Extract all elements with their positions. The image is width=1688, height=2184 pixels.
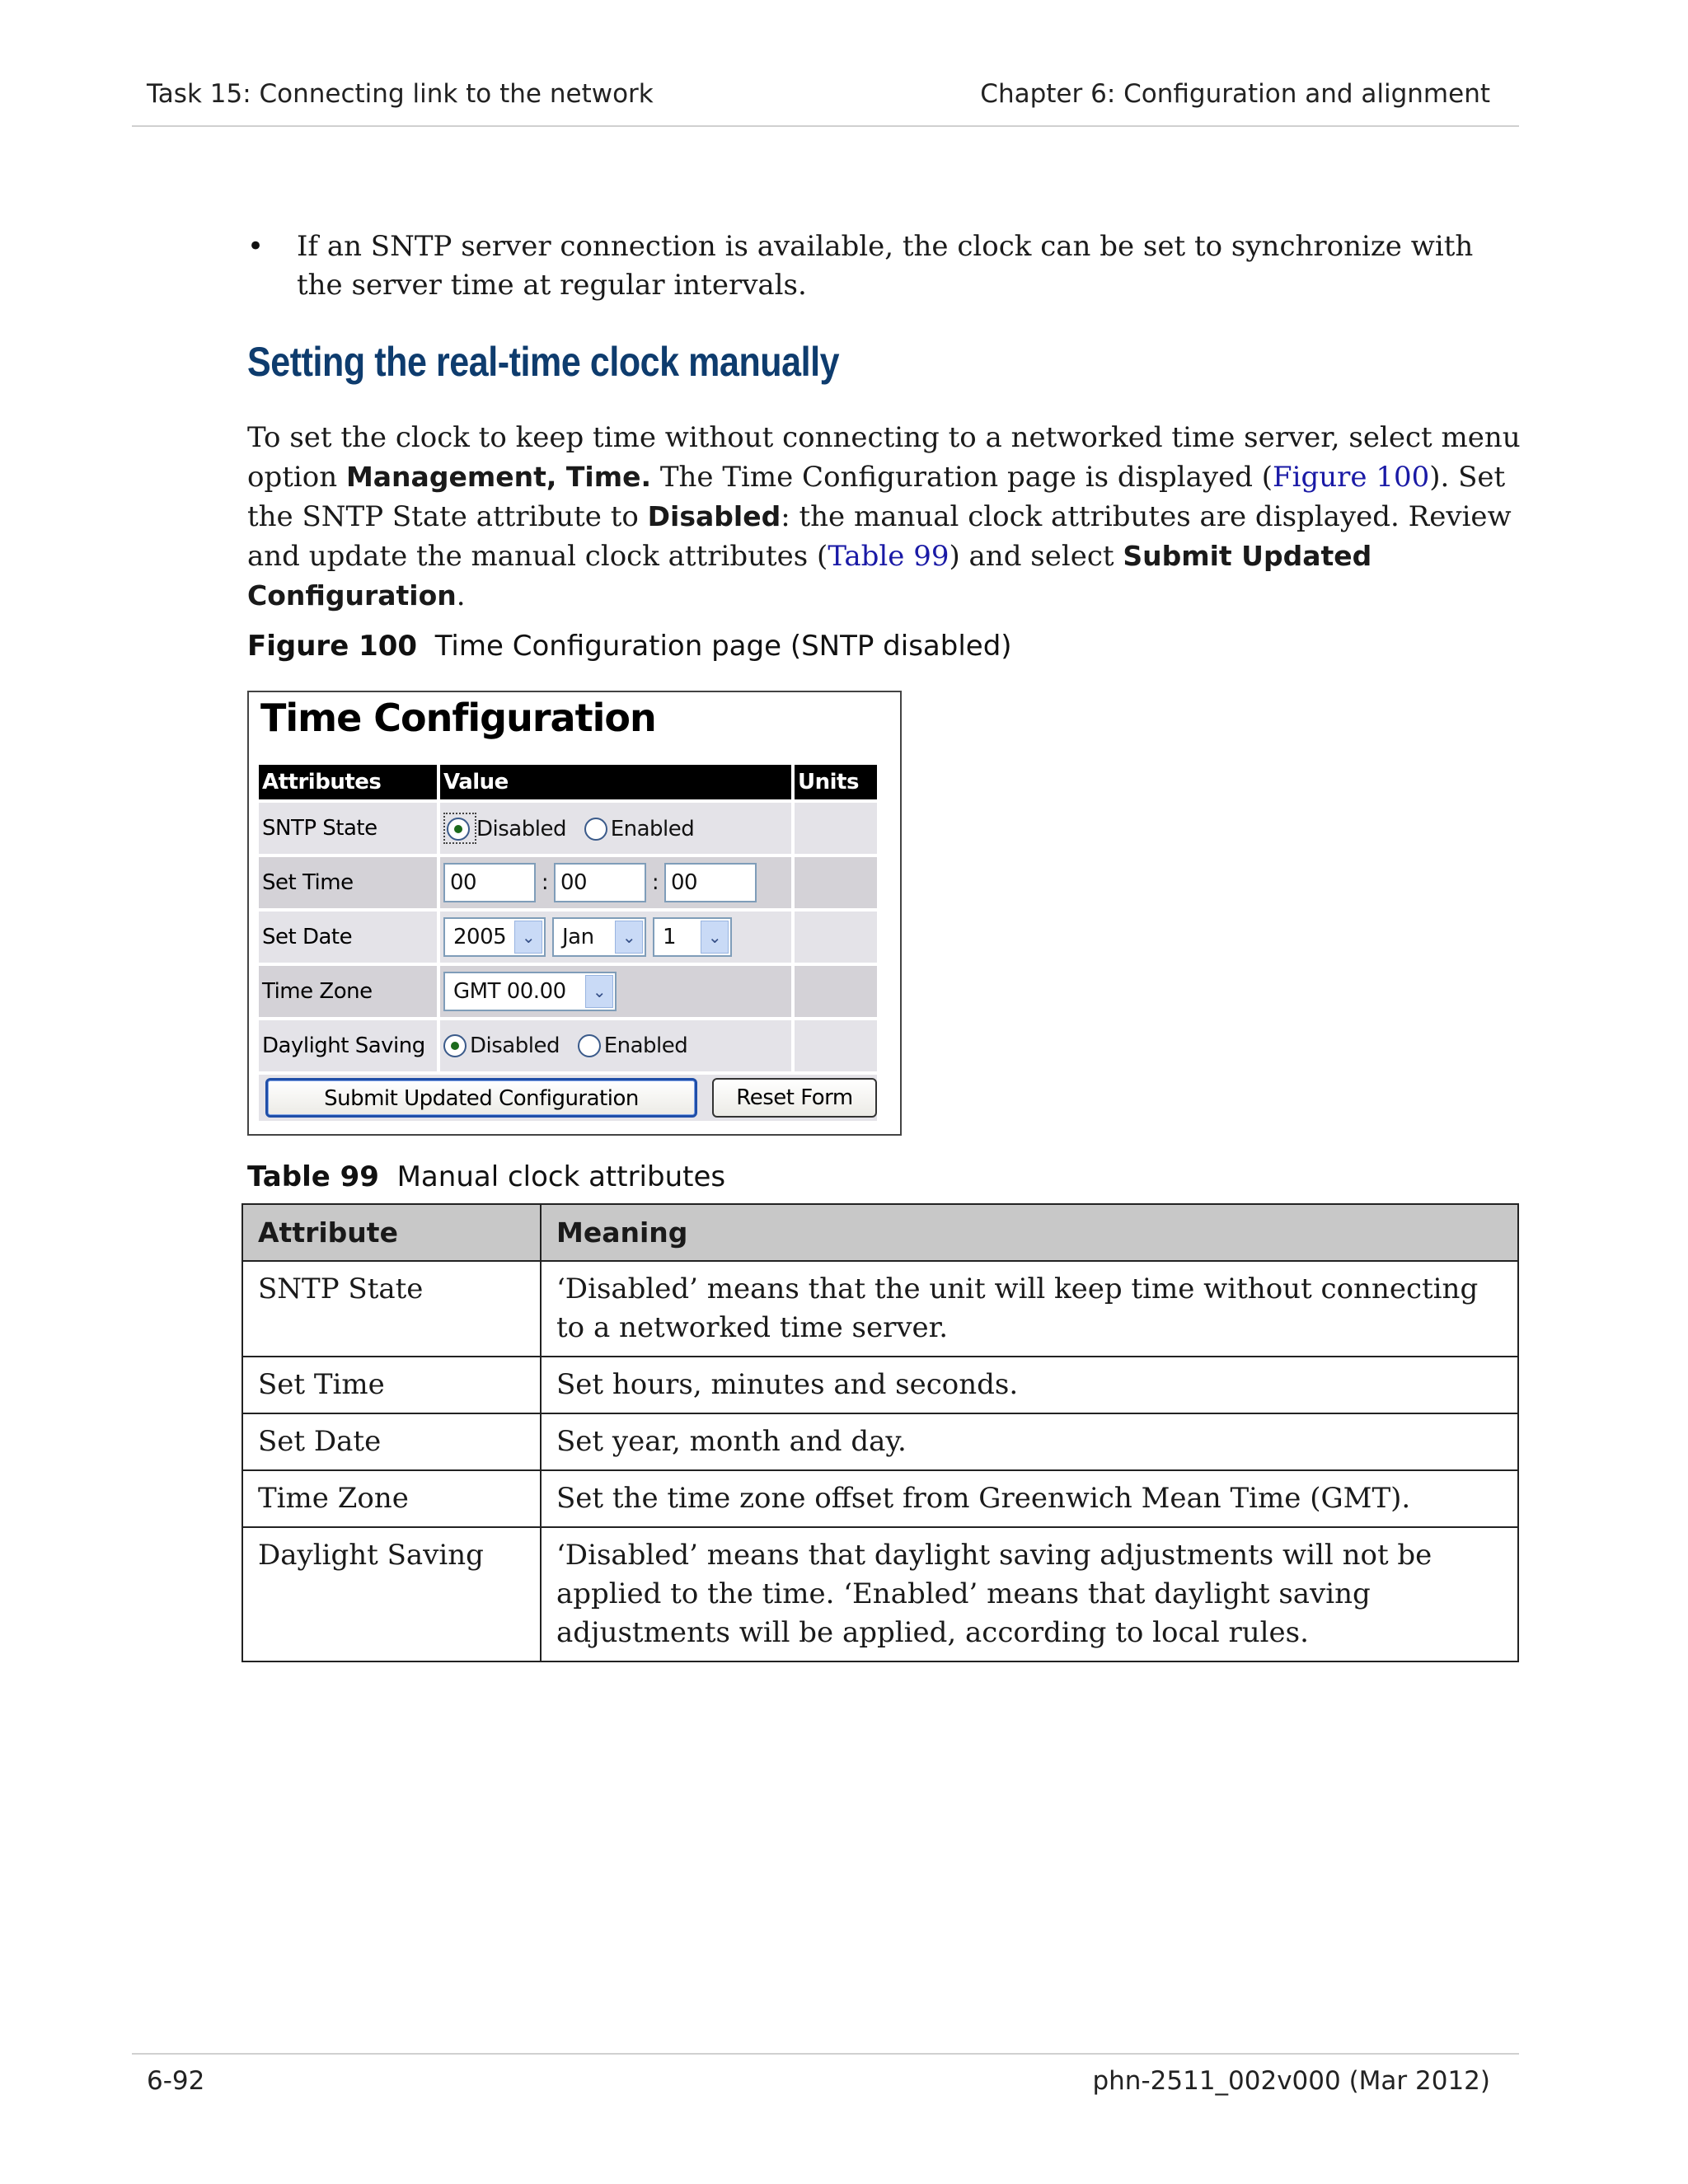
day-select-value: 1 xyxy=(663,925,677,949)
table-caption-label: Table 99 xyxy=(247,1160,379,1193)
para-text-4: : the manual clock attributes are displayed. Review and update the manual clock attributes ( xyxy=(247,500,1512,573)
table-row xyxy=(242,1527,1518,1661)
daylight-disabled-radio[interactable] xyxy=(443,1034,467,1057)
table-row xyxy=(242,1470,1518,1527)
time-config-header-row xyxy=(259,765,877,799)
figure-caption-text: Time Configuration page (SNTP disabled) xyxy=(434,630,1012,663)
row-attribute: Set Date xyxy=(242,1413,541,1470)
header-rule xyxy=(132,125,1519,127)
bullet-marker: • xyxy=(247,230,265,263)
table-99-link[interactable]: Table 99 xyxy=(828,540,950,573)
table-caption-text: Manual clock attributes xyxy=(396,1160,726,1193)
button-row-cell xyxy=(259,1075,877,1121)
para-bold-menu: Management, Time. xyxy=(345,461,652,493)
month-select-value: Jan xyxy=(562,925,594,949)
manual-clock-attributes-table xyxy=(241,1203,1519,1662)
month-select[interactable] xyxy=(552,917,646,957)
chevron-down-icon: ⌄ xyxy=(585,975,613,1008)
chevron-down-icon: ⌄ xyxy=(514,921,542,954)
section-heading: Setting the real-time clock manually xyxy=(247,339,840,385)
row-attribute: SNTP State xyxy=(242,1261,541,1357)
daylight-saving-value xyxy=(440,1020,791,1071)
col-attributes: Attributes xyxy=(259,765,437,799)
row-meaning: ‘Disabled’ means that the unit will keep time without connecting to a networked time server. xyxy=(541,1261,1518,1357)
set-date-row xyxy=(259,912,877,963)
daylight-saving-label: Daylight Saving xyxy=(259,1020,437,1071)
figure-caption xyxy=(247,630,1012,663)
para-text-1: To set the clock to keep time without connecting to a networked time server, select menu option xyxy=(247,421,1521,494)
time-zone-select[interactable] xyxy=(443,972,617,1011)
time-separator: : xyxy=(651,870,659,895)
row-meaning: ‘Disabled’ means that daylight saving adjustments will not be applied to the time. ‘Enabled’ means that daylight saving adjustments will be applied, according to local rules. xyxy=(541,1527,1518,1661)
figure-100-link[interactable]: Figure 100 xyxy=(1273,461,1430,494)
time-zone-value xyxy=(440,966,791,1017)
seconds-input[interactable]: 00 xyxy=(664,863,757,902)
hours-input[interactable]: 00 xyxy=(443,863,536,902)
row-attribute: Time Zone xyxy=(242,1470,541,1527)
table-row xyxy=(242,1413,1518,1470)
header-attribute: Attribute xyxy=(242,1204,541,1261)
intro-paragraph xyxy=(247,419,1533,616)
sntp-state-value xyxy=(440,803,791,854)
time-config-table xyxy=(256,762,880,1124)
para-text-2: The Time Configuration page is displayed ( xyxy=(651,461,1273,494)
table-row xyxy=(242,1357,1518,1413)
row-meaning: Set hours, minutes and seconds. xyxy=(541,1357,1518,1413)
daylight-enabled-radio[interactable] xyxy=(578,1034,601,1057)
table-header-row xyxy=(242,1204,1518,1261)
header-meaning: Meaning xyxy=(541,1204,1518,1261)
row-attribute: Set Time xyxy=(242,1357,541,1413)
daylight-saving-row xyxy=(259,1020,877,1071)
daylight-saving-units xyxy=(795,1020,877,1071)
time-zone-label: Time Zone xyxy=(259,966,437,1017)
time-separator: : xyxy=(541,870,549,895)
sntp-disabled-radio[interactable] xyxy=(447,818,470,841)
chevron-down-icon: ⌄ xyxy=(615,921,643,954)
day-select[interactable] xyxy=(653,917,732,957)
set-time-value xyxy=(440,857,791,908)
sntp-enabled-radio[interactable] xyxy=(584,818,607,841)
col-units: Units xyxy=(795,765,877,799)
sntp-disabled-label[interactable]: Disabled xyxy=(476,816,566,841)
submit-updated-configuration-button[interactable]: Submit Updated Configuration xyxy=(265,1078,697,1118)
figure-caption-label: Figure 100 xyxy=(247,630,418,663)
sntp-state-row xyxy=(259,803,877,854)
time-zone-units xyxy=(795,966,877,1017)
set-date-units xyxy=(795,912,877,963)
sntp-enabled-label[interactable]: Enabled xyxy=(610,816,695,841)
para-text-5: ) and select xyxy=(949,540,1123,573)
set-date-value xyxy=(440,912,791,963)
reset-form-button[interactable]: Reset Form xyxy=(712,1078,877,1118)
table-caption xyxy=(247,1160,725,1193)
sntp-disabled-focus xyxy=(443,813,476,844)
set-date-label: Set Date xyxy=(259,912,437,963)
year-select[interactable] xyxy=(443,917,546,957)
col-value: Value xyxy=(440,765,791,799)
footer-doc-id: phn-2511_002v000 (Mar 2012) xyxy=(1092,2066,1490,2096)
para-bold-submit: Submit Updated Configuration xyxy=(247,540,1372,612)
row-meaning: Set the time zone offset from Greenwich Mean Time (GMT). xyxy=(541,1470,1518,1527)
table-row xyxy=(242,1261,1518,1357)
daylight-enabled-label[interactable]: Enabled xyxy=(603,1033,688,1059)
time-config-title: Time Configuration xyxy=(260,696,656,740)
row-attribute: Daylight Saving xyxy=(242,1527,541,1661)
time-zone-row xyxy=(259,966,877,1017)
set-time-row xyxy=(259,857,877,908)
header-right-text: Chapter 6: Configuration and alignment xyxy=(980,79,1490,109)
footer-rule xyxy=(132,2053,1519,2055)
footer-page-number: 6-92 xyxy=(147,2066,205,2096)
para-bold-disabled: Disabled xyxy=(647,500,781,532)
bullet-text: If an SNTP server connection is available, the clock can be set to synchronize with the server time at regular intervals. xyxy=(297,230,1474,302)
para-text-6: . xyxy=(456,579,466,612)
set-time-label: Set Time xyxy=(259,857,437,908)
header-left-text: Task 15: Connecting link to the network xyxy=(147,79,654,109)
time-configuration-screenshot xyxy=(247,691,902,1136)
button-row xyxy=(259,1075,877,1121)
minutes-input[interactable]: 00 xyxy=(554,863,646,902)
chevron-down-icon: ⌄ xyxy=(701,921,729,954)
time-zone-select-value: GMT 00.00 xyxy=(453,979,566,1004)
sntp-state-units xyxy=(795,803,877,854)
year-select-value: 2005 xyxy=(453,925,507,949)
daylight-disabled-label[interactable]: Disabled xyxy=(470,1033,560,1059)
para-text-3: ). Set the SNTP State attribute to xyxy=(247,461,1506,533)
set-time-units xyxy=(795,857,877,908)
row-meaning: Set year, month and day. xyxy=(541,1413,1518,1470)
sntp-state-label: SNTP State xyxy=(259,803,437,854)
